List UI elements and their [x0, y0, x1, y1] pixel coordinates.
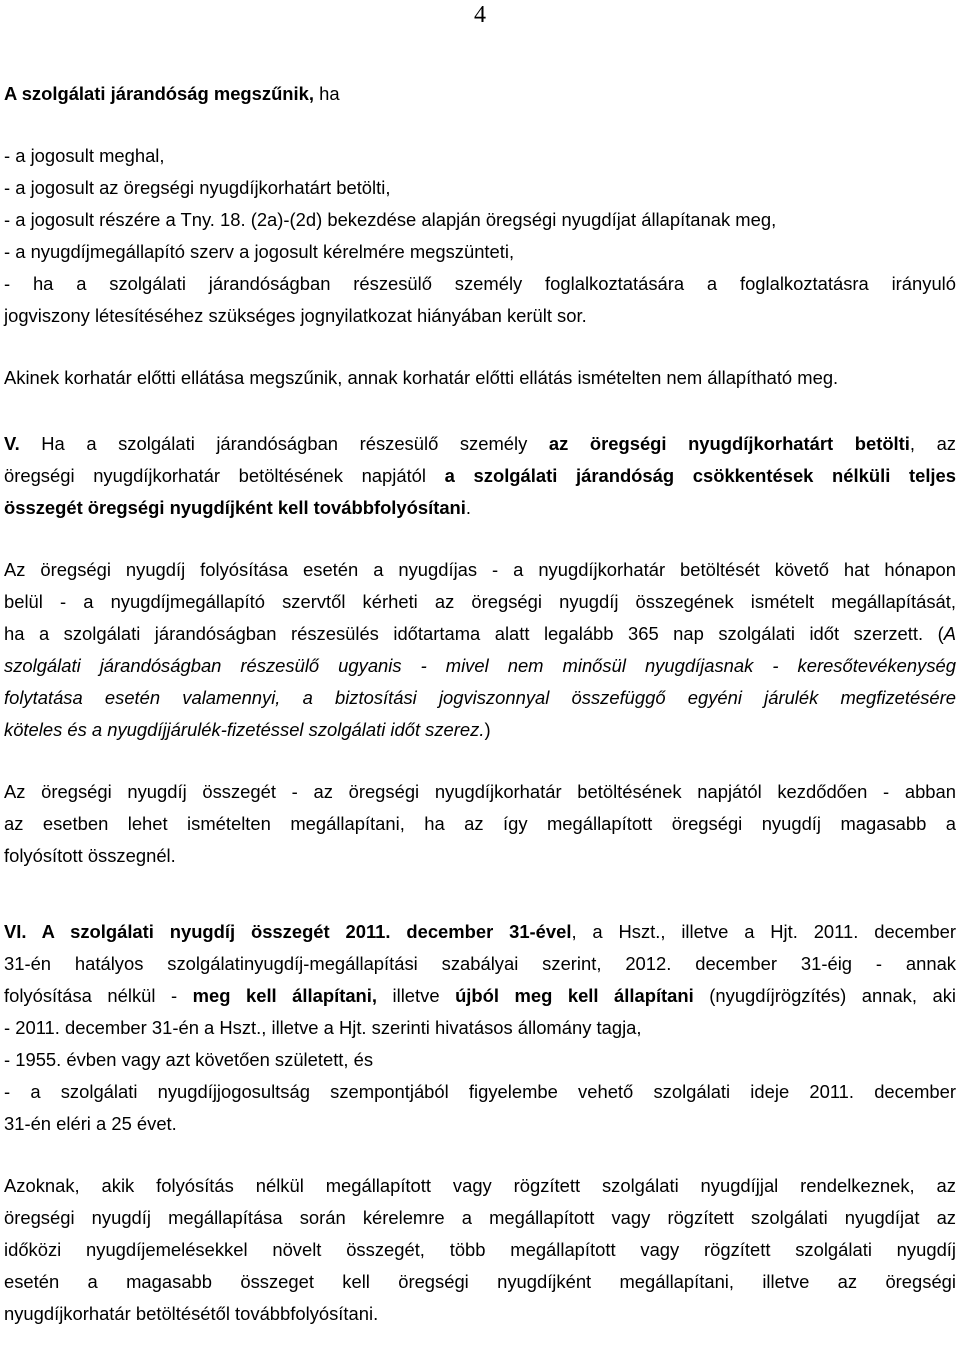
paragraph-vi-line [4, 916, 956, 948]
paragraph-folyositas-line [4, 650, 956, 682]
list-item-continuation: jogviszony létesítéséhez szükséges jognyilatkozat hiányában került sor. [4, 305, 587, 326]
text-span: ) [484, 719, 491, 740]
bold-span: az öregségi nyugdíjkorhatárt betölti [548, 433, 910, 454]
paragraph-v-line [4, 460, 956, 492]
bold-span: újból meg kell állapítani [455, 985, 694, 1006]
list-item: - a szolgálati nyugdíjjogosultság szempontjából figyelembe vehető szolgálati ideje 2011. december [4, 1081, 956, 1102]
bold-span: meg kell állapítani, [192, 985, 378, 1006]
document-body [4, 78, 956, 1330]
paragraph-vi-line [4, 980, 956, 1012]
text-span: Ha a szolgálati járandóságban részesülő személy [19, 433, 549, 454]
text-span: folyósítása nélkül - [4, 985, 193, 1006]
paragraph-osszeg-line: folyósított összegnél. [4, 845, 176, 866]
paragraph-korhatar: Akinek korhatár előtti ellátása megszűnik, annak korhatár előtti ellátás ismételten nem állapítható meg. [4, 367, 839, 388]
paragraph-azoknak-line: esetén a magasabb összeget kell öregségi nyugdíjként megállapítani, illetve az öregségi [4, 1271, 956, 1292]
section-title [4, 78, 956, 110]
text-span: . [465, 497, 472, 518]
section-title-bold: A szolgálati járandóság megszűnik, [4, 83, 314, 104]
list-item-continuation: 31-én eléri a 25 évet. [4, 1113, 177, 1134]
bold-span: a szolgálati járandóság csökkentések nélküli teljes [444, 465, 956, 486]
text-span: illetve [377, 985, 456, 1006]
paragraph-vi-line: 31-én hatályos szolgálatinyugdíj-megállapítási szabályai szerint, 2012. december 31-éig - annak [4, 953, 956, 974]
paragraph-azoknak-line: nyugdíjkorhatár betöltésétől továbbfolyósítani. [4, 1303, 379, 1324]
text-span: öregségi nyugdíjkorhatár betöltésének napjától [4, 465, 445, 486]
italic-span: köteles és a nyugdíjjárulék-fizetéssel szolgálati időt szerez. [4, 719, 485, 740]
list-item: - 2011. december 31-én a Hszt., illetve a Hjt. szerinti hivatásos állomány tagja, [4, 1017, 642, 1038]
paragraph-azoknak-line: időközi nyugdíjemelésekkel növelt összegét, több megállapított vagy rögzített szolgálati nyugdíj [4, 1239, 956, 1260]
paragraph-folyositas-line: belül - a nyugdíjmegállapító szervtől kérheti az öregségi nyugdíj összegének ismételt megállapítását, [4, 591, 956, 612]
section-vi-title: VI. A szolgálati nyugdíj összegét 2011. december 31-ével [4, 921, 572, 942]
section-title-rest: ha [314, 83, 340, 104]
italic-span: szolgálati járandóságban részesülő ugyanis - mivel nem minősül nyugdíjasnak - keresőtevékenység [4, 655, 956, 676]
text-span: (nyugdíjrögzítés) annak, aki [693, 985, 957, 1006]
paragraph-v-line [4, 428, 956, 460]
paragraph-azoknak-line: Azoknak, akik folyósítás nélkül megállapított vagy rögzített szolgálati nyugdíjjal rendelkeznek, az [4, 1175, 956, 1196]
italic-span: A [943, 623, 956, 644]
text-span: , a Hszt., illetve a Hjt. 2011. december [571, 921, 956, 942]
page-number: 4 [474, 2, 486, 28]
paragraph-folyositas-line: Az öregségi nyugdíj folyósítása esetén a nyugdíjas - a nyugdíjkorhatár betöltését követő hat hónapon [4, 559, 956, 580]
list-item: - a jogosult részére a Tny. 18. (2a)-(2d) bekezdése alapján öregségi nyugdíjat állapítanak meg, [4, 209, 777, 230]
text-span: , az [909, 433, 957, 454]
paragraph-folyositas-line [4, 682, 956, 714]
paragraph-folyositas-line [4, 618, 956, 650]
bold-span: összegét öregségi nyugdíjként kell továbbfolyósítani [4, 497, 466, 518]
paragraph-azoknak-line: öregségi nyugdíj megállapítása során kérelemre a megállapított vagy rögzített szolgálati nyugdíjat az [4, 1207, 956, 1228]
paragraph-osszeg-line: az esetben lehet ismételten megállapítani, ha az így megállapított öregségi nyugdíj magasabb a [4, 813, 956, 834]
paragraph-osszeg-line: Az öregségi nyugdíj összegét - az öregségi nyugdíjkorhatár betöltésének napjától kezdődően - abban [4, 781, 956, 802]
list-item: - 1955. évben vagy azt követően született, és [4, 1049, 374, 1070]
list-item: - ha a szolgálati járandóságban részesülő személy foglalkoztatására a foglalkoztatásra irányuló [4, 273, 956, 294]
paragraph-folyositas-line [4, 714, 956, 746]
list-item: - a jogosult meghal, [4, 145, 165, 166]
list-item: - a nyugdíjmegállapító szerv a jogosult kérelmére megszünteti, [4, 241, 515, 262]
paragraph-v-line [4, 492, 956, 524]
list-item: - a jogosult az öregségi nyugdíjkorhatárt betölti, [4, 177, 391, 198]
section-v-label: V. [4, 433, 20, 454]
text-span: ha a szolgálati járandóságban részesülés időtartama alatt legalább 365 nap szolgálati időt szerzett. ( [4, 623, 944, 644]
italic-span: folytatása esetén valamennyi, a biztosítási jogviszonnyal összefüggő egyéni járulék megfizetésére [4, 687, 956, 708]
